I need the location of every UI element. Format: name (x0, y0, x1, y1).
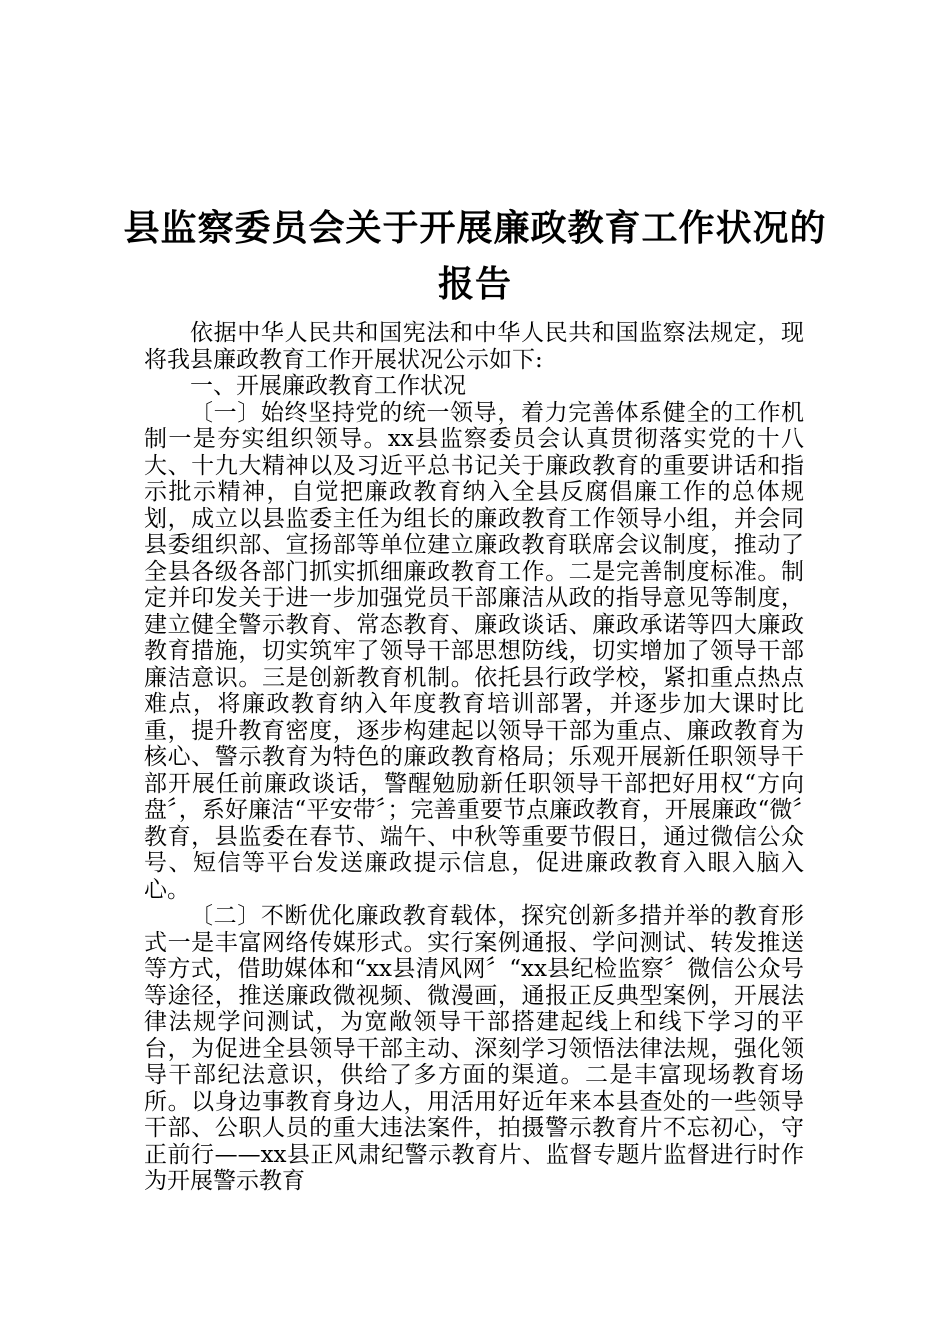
document-body (144, 320, 804, 1195)
section-paragraph-2: 〔二〕不断优化廉政教育载体，探究创新多措并举的教育形式一是丰富网络传媒形式。实行案例通报、学问测试、转发推送等方式，借助媒体和“xx县清风网〞“xx县纪检监察〞微信公众号等途径，推送廉政微视频、微漫画，通报正反典型案例，开展法律法规学问测试，为宽敞领导干部搭建起线上和线下学习的平台，为促进全县领导干部主动、深刻学习领悟法律法规，强化领导干部纪法意识，供给了多方面的渠道。二是丰富现场教育场所。以身边事教育身边人，用活用好近年来本县查处的一些领导干部、公职人员的重大违法案件，拍摄警示教育片不忘初心，守正前行——xx县正风肃纪警示教育片、监督专题片监督进行时作为开展警示教育 (144, 903, 804, 1194)
section-paragraph-1: 〔一〕始终坚持党的统一领导，着力完善体系健全的工作机制一是夯实组织领导。xx县监察委员会认真贯彻落实党的十八大、十九大精神以及习近平总书记关于廉政教育的重要讲话和指示批示精神，自觉把廉政教育纳入全县反腐倡廉工作的总体规划，成立以县监委主任为组长的廉政教育工作领导小组，并会同县委组织部、宣扬部等单位建立廉政教育联席会议制度，推动了全县各级各部门抓实抓细廉政教育工作。二是完善制度标准。制定并印发关于进一步加强党员干部廉洁从政的指导意见等制度，建立健全警示教育、常态教育、廉政谈话、廉政承诺等四大廉政教育措施，切实筑牢了领导干部思想防线，切实增加了领导干部廉洁意识。三是创新教育机制。依托县行政学校，紧扣重点热点难点，将廉政教育纳入年度教育培训部署，并逐步加大课时比重，提升教育密度，逐步构建起以领导干部为重点、廉政教育为核心、警示教育为特色的廉政教育格局；乐观开展新任职领导干部开展任前廉政谈话，警醒勉励新任职领导干部把好用权“方向盘〞，系好廉洁“平安带〞；完善重要节点廉政教育，开展廉政“微〞教育，县监委在春节、端午、中秋等重要节假日，通过微信公众号、短信等平台发送廉政提示信息，促进廉政教育入眼入脑入心。 (144, 399, 804, 903)
intro-paragraph: 依据中华人民共和国宪法和中华人民共和国监察法规定，现将我县廉政教育工作开展状况公示如下: (144, 320, 804, 373)
section-heading: 一、开展廉政教育工作状况 (190, 373, 466, 399)
document-title: 县监察委员会关于开展廉政教育工作状况的报告 (123, 207, 827, 305)
